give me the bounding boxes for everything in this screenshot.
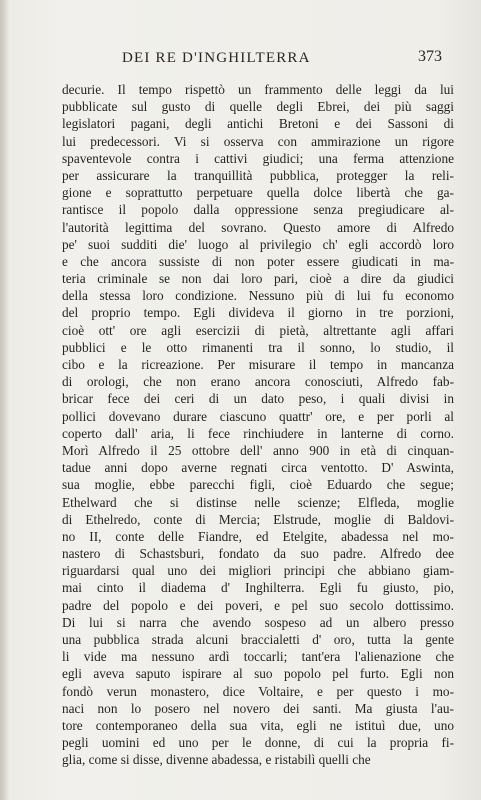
text-line: Di lui si narra che avendo sospeso ad un albero presso: [62, 614, 454, 630]
text-line: pegli uomini ed uno per le donne, di cui la propria fi-: [62, 735, 454, 751]
text-line: del proprio tempo. Egli divideva il giorno in tre porzioni,: [62, 305, 454, 321]
text-line: coperto dall' aria, li fece rinchiudere in lanterne di corno.: [62, 425, 454, 441]
text-line: bricar fece dei ceri di un dato peso, i quali divisi in: [62, 391, 454, 407]
page-header: [60, 50, 460, 74]
text-line: pollici dovevano durare ciascuno quattr' ore, e per porli al: [62, 408, 454, 424]
text-line: sua moglie, ebbe parecchi figli, cioè Eduardo che segue;: [62, 477, 454, 493]
text-line: tadue anni dopo averne regnati circa ventotto. D' Aswinta,: [62, 460, 454, 476]
text-line: fondò verun monastero, dice Voltaire, e per questo i mo-: [62, 683, 454, 699]
text-line: di orologi, che non erano ancora conosciuti, Alfredo fab-: [62, 374, 454, 390]
text-line: naci non lo posero nel novero dei santi. Ma giusta l'au-: [62, 700, 454, 716]
text-line: lui predecessori. Vi si osserva con ammirazione un rigore: [62, 133, 454, 149]
text-line: legislatori pagani, degli antichi Bretoni e dei Sassoni di: [62, 116, 454, 132]
text-line: l'autorità legittima del sovrano. Questo amore di Alfredo: [62, 219, 454, 235]
text-line: cioè ott' ore agli esercizii di pietà, altrettante agli affari: [62, 322, 454, 338]
text-line: teria criminale se non dai loro pari, cioè a dire da giudici: [62, 271, 454, 287]
text-line: e che ancora sussiste di non poter essere giudicati in ma-: [62, 253, 454, 269]
text-line: riguardarsi qual uno dei migliori principi che abbiano giam-: [62, 563, 454, 579]
text-line: no II, conte delle Fiandre, ed Etelgite, abadessa nel mo-: [62, 528, 454, 544]
running-head: DEI RE D'INGHILTERRA: [122, 50, 311, 66]
body-text: [62, 81, 454, 769]
text-line: rantisce il popolo dalla oppressione senza pregiudicare al-: [62, 202, 454, 218]
text-line: mai cinto il diadema d' Inghilterra. Egli fu giusto, pio,: [62, 580, 454, 596]
text-line: Ethelward che si distinse nelle scienze; Elfleda, moglie: [62, 494, 454, 510]
text-line: li vide ma nessuno ardì toccarli; tant'era l'alienazione che: [62, 649, 454, 665]
text-line: per assicurare la tranquillità pubblica, protegger la reli-: [62, 167, 454, 183]
text-line: pubblici e le otto rimanenti tra il sonno, lo studio, il: [62, 339, 454, 355]
text-line: cibo e la ricreazione. Per misurare il tempo in mancanza: [62, 357, 454, 372]
text-line: glia, come si disse, divenne abadessa, e ristabilì quelli che: [62, 752, 371, 768]
text-line: della stessa loro condizione. Nessuno più di lui fu economo: [62, 288, 454, 304]
gutter-shadow: [0, 0, 8, 800]
text-line: egli aveva saputo ispirare al suo popolo pel furto. Egli non: [62, 666, 454, 682]
text-line: spaventevole contra i cattivi giudici; una ferma attenzione: [62, 150, 454, 166]
text-line: di Ethelredo, conte di Mercia; Elstrude, moglie di Baldovi-: [62, 511, 454, 527]
text-line: pe' suoi sudditi die' luogo al privilegio ch' egli accordò loro: [62, 236, 454, 252]
text-line: Morì Alfredo il 25 ottobre dell' anno 900 in età di cinquan-: [62, 442, 454, 458]
page-number: 373: [418, 48, 442, 65]
text-line: gione e soprattutto perpetuare quella dolce libertà che ga-: [62, 185, 454, 201]
text-line: una pubblica strada alcuni braccialetti d' oro, tutta la gente: [62, 632, 454, 647]
text-line: padre del popolo e dei poveri, e pel suo secolo dottissimo.: [62, 597, 454, 613]
text-line: tore contemporaneo della sua vita, egli ne istituì due, uno: [62, 717, 454, 733]
text-line: decurie. Il tempo rispettò un frammento delle leggi da lui: [62, 82, 454, 97]
text-line: pubblicate sul gusto di quelle degli Ebrei, dei più saggi: [62, 99, 454, 115]
text-line: nastero di Schastsburi, fondato da suo padre. Alfredo dee: [62, 546, 454, 562]
